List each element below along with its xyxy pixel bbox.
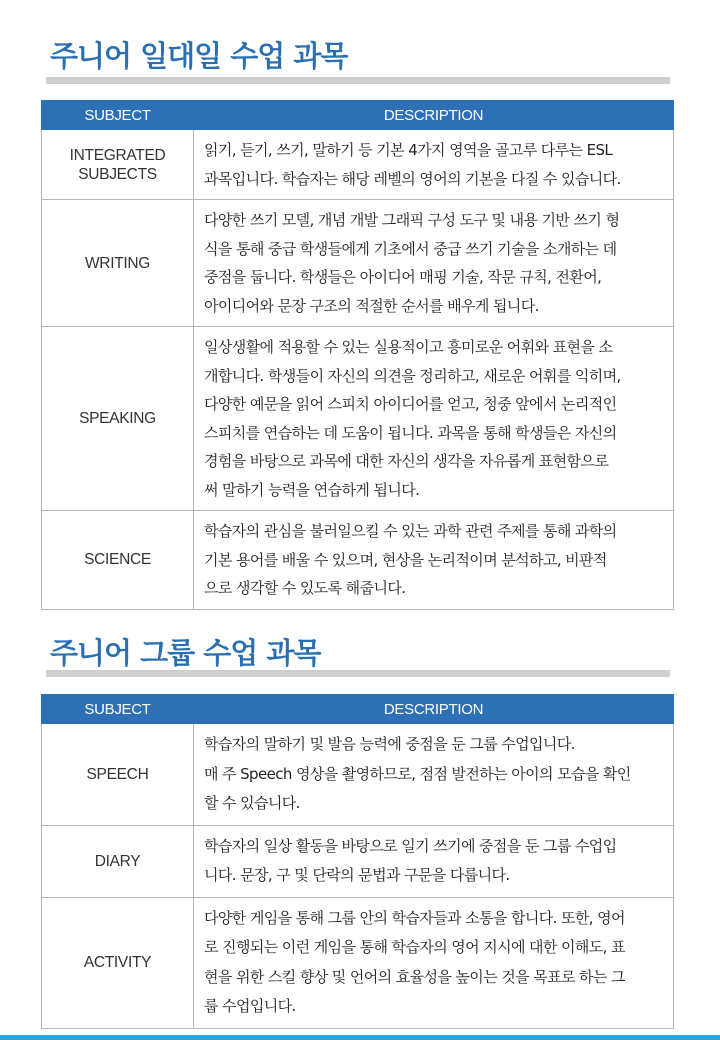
subject-cell: SPEECH (42, 724, 194, 826)
table-row (42, 511, 674, 610)
table-header-row (42, 101, 674, 130)
header-subject: SUBJECT (42, 695, 194, 724)
header-description: DESCRIPTION (194, 695, 674, 724)
section-title-one-to-one: 주니어 일대일 수업 과목 (50, 39, 348, 73)
section-title-group: 주니어 그룹 수업 과목 (50, 636, 321, 670)
table-row (42, 130, 674, 200)
subject-cell: ACTIVITY (42, 897, 194, 1028)
subject-cell: SPEAKING (42, 327, 194, 511)
description-cell: 일상생활에 적용할 수 있는 실용적이고 흥미로운 어휘와 표현을 소 개합니다. 학생들이 자신의 의견을 정리하고, 새로운 어휘를 익히며, 다양한 예문을 읽어 스피치 아이디어를 얻고, 청중 앞에서 논리적인 스피치를 연습하는 데 도움이 됩니다. 과목을 통해 학생들은 자신의 경험을 바탕으로 과목에 대한 자신의 생각을 자유롭게 표현함으로 써 말하기 능력을 연습하게 됩니다. (194, 327, 674, 511)
title-divider (46, 670, 670, 677)
subject-cell: SCIENCE (42, 511, 194, 610)
description-cell: 학습자의 일상 활동을 바탕으로 일기 쓰기에 중점을 둔 그룹 수업입 니다. 문장, 구 및 단락의 문법과 구문을 다룹니다. (194, 825, 674, 897)
title-divider (46, 77, 670, 84)
table-row (42, 825, 674, 897)
footer-accent-bar (0, 1035, 720, 1040)
description-cell: 읽기, 듣기, 쓰기, 말하기 등 기본 4가지 영역을 골고루 다루는 ESL 과목입니다. 학습자는 해당 레벨의 영어의 기본을 다질 수 있습니다. (194, 130, 674, 200)
subject-cell: INTEGRATED SUBJECTS (42, 130, 194, 200)
header-description: DESCRIPTION (194, 101, 674, 130)
header-subject: SUBJECT (42, 101, 194, 130)
description-cell: 학습자의 말하기 및 발음 능력에 중점을 둔 그룹 수업입니다. 매 주 Speech 영상을 촬영하므로, 점점 발전하는 아이의 모습을 확인 할 수 있습니다. (194, 724, 674, 826)
table-row (42, 200, 674, 327)
table-row (42, 724, 674, 826)
table-row (42, 327, 674, 511)
table-row (42, 897, 674, 1028)
description-cell: 다양한 게임을 통해 그룹 안의 학습자들과 소통을 합니다. 또한, 영어 로 진행되는 이런 게임을 통해 학습자의 영어 지시에 대한 이해도, 표 현을 위한 스킬 향상 및 언어의 효율성을 높이는 것을 목표로 하는 그 룹 수업입니다. (194, 897, 674, 1028)
subject-cell: DIARY (42, 825, 194, 897)
description-cell: 다양한 쓰기 모델, 개념 개발 그래픽 구성 도구 및 내용 기반 쓰기 형 식을 통해 중급 학생들에게 기초에서 중급 쓰기 기술을 소개하는 데 중점을 둡니다. 학생들은 아이디어 매핑 기술, 작문 규칙, 전환어, 아이디어와 문장 구조의 적절한 순서를 배우게 됩니다. (194, 200, 674, 327)
group-course-table (41, 694, 674, 1029)
description-cell: 학습자의 관심을 불러일으킬 수 있는 과학 관련 주제를 통해 과학의 기본 용어를 배울 수 있으며, 현상을 논리적이며 분석하고, 비판적 으로 생각할 수 있도록 해줍니다. (194, 511, 674, 610)
one-to-one-course-table (41, 100, 674, 610)
table-header-row (42, 695, 674, 724)
subject-cell: WRITING (42, 200, 194, 327)
